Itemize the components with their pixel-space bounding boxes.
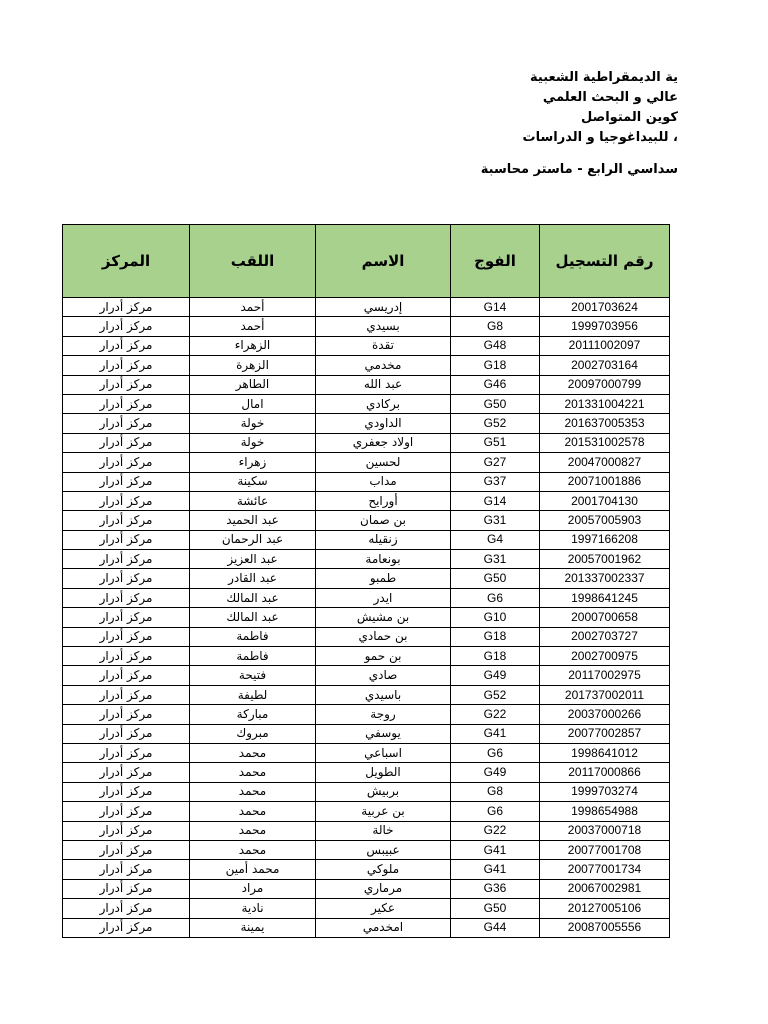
cell-center: مركز أدرار xyxy=(63,433,190,452)
cell-group: G6 xyxy=(451,802,540,821)
cell-registration: 1997166208 xyxy=(540,530,670,549)
cell-surname: محمد xyxy=(190,763,316,782)
cell-surname: عبد المالك xyxy=(190,608,316,627)
cell-center: مركز أدرار xyxy=(63,666,190,685)
cell-name: خالة xyxy=(316,821,451,840)
header-line-ministry: عالي و البحث العلمي xyxy=(542,90,678,105)
table-row xyxy=(63,743,670,762)
cell-surname: محمد xyxy=(190,802,316,821)
cell-center: مركز أدرار xyxy=(63,743,190,762)
cell-center: مركز أدرار xyxy=(63,317,190,336)
cell-surname: عبد القادر xyxy=(190,569,316,588)
cell-surname: مراد xyxy=(190,879,316,898)
cell-name: الداودي xyxy=(316,414,451,433)
cell-center: مركز أدرار xyxy=(63,821,190,840)
cell-name: الطويل xyxy=(316,763,451,782)
cell-group: G18 xyxy=(451,647,540,666)
table-header-row xyxy=(63,225,670,298)
table-row xyxy=(63,724,670,743)
cell-registration: 20127005106 xyxy=(540,899,670,918)
column-header-registration: رقم التسجيل xyxy=(540,225,670,298)
header-line-country: ية الديمقراطية الشعبية xyxy=(530,70,678,85)
cell-name: إدريسي xyxy=(316,298,451,317)
table-row xyxy=(63,627,670,646)
cell-name: تقدة xyxy=(316,336,451,355)
cell-name: بونعامة xyxy=(316,550,451,569)
cell-group: G6 xyxy=(451,743,540,762)
cell-group: G46 xyxy=(451,375,540,394)
cell-name: بن عربية xyxy=(316,802,451,821)
cell-registration: 1998641245 xyxy=(540,588,670,607)
cell-registration: 20077001708 xyxy=(540,840,670,859)
cell-center: مركز أدرار xyxy=(63,899,190,918)
cell-registration: 20117000866 xyxy=(540,763,670,782)
cell-name: مرماري xyxy=(316,879,451,898)
cell-center: مركز أدرار xyxy=(63,356,190,375)
cell-name: طمبو xyxy=(316,569,451,588)
table-row xyxy=(63,685,670,704)
cell-name: بن حمو xyxy=(316,647,451,666)
cell-registration: 2002703727 xyxy=(540,627,670,646)
cell-registration: 2001704130 xyxy=(540,491,670,510)
cell-registration: 1999703274 xyxy=(540,782,670,801)
cell-name: مخدمي xyxy=(316,356,451,375)
cell-group: G37 xyxy=(451,472,540,491)
cell-center: مركز أدرار xyxy=(63,705,190,724)
cell-surname: محمد أمين xyxy=(190,860,316,879)
cell-center: مركز أدرار xyxy=(63,879,190,898)
cell-surname: عبد الرحمان xyxy=(190,530,316,549)
column-header-group: الفوج xyxy=(451,225,540,298)
document-header xyxy=(258,68,678,180)
cell-surname: عبد العزيز xyxy=(190,550,316,569)
cell-group: G31 xyxy=(451,550,540,569)
cell-group: G4 xyxy=(451,530,540,549)
cell-group: G41 xyxy=(451,840,540,859)
table-row xyxy=(63,356,670,375)
cell-surname: فاطمة xyxy=(190,627,316,646)
cell-registration: 20057001962 xyxy=(540,550,670,569)
cell-group: G50 xyxy=(451,394,540,413)
cell-registration: 201331004221 xyxy=(540,394,670,413)
cell-center: مركز أدرار xyxy=(63,511,190,530)
cell-group: G52 xyxy=(451,414,540,433)
cell-registration: 20037000718 xyxy=(540,821,670,840)
table-row xyxy=(63,394,670,413)
cell-name: لحسين xyxy=(316,453,451,472)
cell-name: ملوكي xyxy=(316,860,451,879)
cell-center: مركز أدرار xyxy=(63,782,190,801)
cell-surname: عبد الحميد xyxy=(190,511,316,530)
table-row xyxy=(63,511,670,530)
cell-center: مركز أدرار xyxy=(63,453,190,472)
cell-registration: 201531002578 xyxy=(540,433,670,452)
cell-surname: زهراء xyxy=(190,453,316,472)
cell-center: مركز أدرار xyxy=(63,860,190,879)
table-row xyxy=(63,918,670,937)
cell-group: G18 xyxy=(451,356,540,375)
cell-surname: مباركة xyxy=(190,705,316,724)
cell-surname: نادية xyxy=(190,899,316,918)
table-row xyxy=(63,647,670,666)
cell-surname: سكينة xyxy=(190,472,316,491)
cell-group: G49 xyxy=(451,666,540,685)
cell-registration: 201637005353 xyxy=(540,414,670,433)
cell-surname: خولة xyxy=(190,433,316,452)
cell-name: روجة xyxy=(316,705,451,724)
cell-surname: الطاهر xyxy=(190,375,316,394)
cell-surname: خولة xyxy=(190,414,316,433)
cell-surname: الزهرة xyxy=(190,356,316,375)
cell-group: G52 xyxy=(451,685,540,704)
table-row xyxy=(63,879,670,898)
cell-name: عبيبس xyxy=(316,840,451,859)
cell-registration: 20047000827 xyxy=(540,453,670,472)
cell-group: G51 xyxy=(451,433,540,452)
cell-registration: 1999703956 xyxy=(540,317,670,336)
cell-group: G36 xyxy=(451,879,540,898)
cell-registration: 20097000799 xyxy=(540,375,670,394)
cell-registration: 20077001734 xyxy=(540,860,670,879)
cell-registration: 20117002975 xyxy=(540,666,670,685)
table-row xyxy=(63,821,670,840)
header-line-training: كوين المتواصل xyxy=(581,110,678,125)
cell-name: بن حمادي xyxy=(316,627,451,646)
cell-registration: 2000700658 xyxy=(540,608,670,627)
cell-center: مركز أدرار xyxy=(63,472,190,491)
cell-name: باسيدي xyxy=(316,685,451,704)
cell-center: مركز أدرار xyxy=(63,685,190,704)
cell-group: G50 xyxy=(451,569,540,588)
table-row xyxy=(63,472,670,491)
cell-registration: 201737002011 xyxy=(540,685,670,704)
cell-registration: 20057005903 xyxy=(540,511,670,530)
cell-registration: 2002700975 xyxy=(540,647,670,666)
cell-center: مركز أدرار xyxy=(63,918,190,937)
table-row xyxy=(63,840,670,859)
cell-name: بركادي xyxy=(316,394,451,413)
cell-group: G27 xyxy=(451,453,540,472)
cell-registration: 20071001886 xyxy=(540,472,670,491)
cell-center: مركز أدرار xyxy=(63,298,190,317)
students-table xyxy=(62,224,670,938)
cell-registration: 20067002981 xyxy=(540,879,670,898)
cell-group: G6 xyxy=(451,588,540,607)
cell-surname: عبد المالك xyxy=(190,588,316,607)
cell-surname: مبروك xyxy=(190,724,316,743)
cell-registration: 20037000266 xyxy=(540,705,670,724)
cell-group: G22 xyxy=(451,705,540,724)
cell-surname: محمد xyxy=(190,782,316,801)
cell-group: G49 xyxy=(451,763,540,782)
cell-group: G8 xyxy=(451,317,540,336)
cell-name: امخدمي xyxy=(316,918,451,937)
table-row xyxy=(63,899,670,918)
cell-group: G22 xyxy=(451,821,540,840)
cell-group: G48 xyxy=(451,336,540,355)
cell-name: بن صمان xyxy=(316,511,451,530)
table-row xyxy=(63,375,670,394)
header-line-semester: سداسي الرابع - ماستر محاسبة xyxy=(480,162,678,177)
cell-center: مركز أدرار xyxy=(63,647,190,666)
cell-registration: 2002703164 xyxy=(540,356,670,375)
table-row xyxy=(63,705,670,724)
cell-name: بربيش xyxy=(316,782,451,801)
cell-surname: فاطمة xyxy=(190,647,316,666)
cell-surname: محمد xyxy=(190,840,316,859)
cell-center: مركز أدرار xyxy=(63,627,190,646)
cell-registration: 20077002857 xyxy=(540,724,670,743)
table-row xyxy=(63,453,670,472)
column-header-name: الاسم xyxy=(316,225,451,298)
cell-center: مركز أدرار xyxy=(63,763,190,782)
cell-surname: محمد xyxy=(190,821,316,840)
cell-name: أورايح xyxy=(316,491,451,510)
cell-center: مركز أدرار xyxy=(63,724,190,743)
cell-center: مركز أدرار xyxy=(63,588,190,607)
cell-surname: أحمد xyxy=(190,298,316,317)
table-row xyxy=(63,860,670,879)
cell-center: مركز أدرار xyxy=(63,608,190,627)
cell-surname: أحمد xyxy=(190,317,316,336)
table-row xyxy=(63,414,670,433)
cell-center: مركز أدرار xyxy=(63,394,190,413)
table-row xyxy=(63,666,670,685)
cell-group: G50 xyxy=(451,899,540,918)
cell-center: مركز أدرار xyxy=(63,802,190,821)
table-row xyxy=(63,569,670,588)
cell-registration: 201337002337 xyxy=(540,569,670,588)
cell-group: G31 xyxy=(451,511,540,530)
cell-registration: 1998654988 xyxy=(540,802,670,821)
cell-center: مركز أدرار xyxy=(63,840,190,859)
cell-group: G44 xyxy=(451,918,540,937)
cell-center: مركز أدرار xyxy=(63,375,190,394)
cell-name: بن مشيش xyxy=(316,608,451,627)
cell-name: مداب xyxy=(316,472,451,491)
cell-center: مركز أدرار xyxy=(63,569,190,588)
table-body xyxy=(63,298,670,938)
cell-surname: فتيحة xyxy=(190,666,316,685)
cell-name: عكير xyxy=(316,899,451,918)
table-row xyxy=(63,763,670,782)
cell-name: اولاد جعفري xyxy=(316,433,451,452)
cell-group: G8 xyxy=(451,782,540,801)
cell-registration: 1998641012 xyxy=(540,743,670,762)
cell-surname: الزهراء xyxy=(190,336,316,355)
table-row xyxy=(63,588,670,607)
cell-center: مركز أدرار xyxy=(63,550,190,569)
cell-name: عبد الله xyxy=(316,375,451,394)
cell-name: صادي xyxy=(316,666,451,685)
table-row xyxy=(63,298,670,317)
table-row xyxy=(63,802,670,821)
cell-group: G10 xyxy=(451,608,540,627)
table-row xyxy=(63,608,670,627)
cell-group: G18 xyxy=(451,627,540,646)
cell-group: G14 xyxy=(451,491,540,510)
cell-group: G41 xyxy=(451,724,540,743)
cell-registration: 20087005556 xyxy=(540,918,670,937)
cell-registration: 2001703624 xyxy=(540,298,670,317)
column-header-center: المركز xyxy=(63,225,190,298)
cell-center: مركز أدرار xyxy=(63,414,190,433)
table-row xyxy=(63,336,670,355)
cell-surname: يمينة xyxy=(190,918,316,937)
cell-surname: محمد xyxy=(190,743,316,762)
header-line-department: ، للبيداغوجيا و الدراسات xyxy=(522,130,678,145)
cell-surname: لطيفة xyxy=(190,685,316,704)
cell-surname: عائشة xyxy=(190,491,316,510)
table-row xyxy=(63,317,670,336)
table-row xyxy=(63,550,670,569)
cell-center: مركز أدرار xyxy=(63,491,190,510)
cell-surname: امال xyxy=(190,394,316,413)
cell-group: G14 xyxy=(451,298,540,317)
column-header-surname: اللقب xyxy=(190,225,316,298)
cell-name: اسباعي xyxy=(316,743,451,762)
cell-name: زنقيله xyxy=(316,530,451,549)
table-row xyxy=(63,491,670,510)
cell-group: G41 xyxy=(451,860,540,879)
table-row xyxy=(63,530,670,549)
table-row xyxy=(63,433,670,452)
table-row xyxy=(63,782,670,801)
cell-registration: 20111002097 xyxy=(540,336,670,355)
cell-center: مركز أدرار xyxy=(63,530,190,549)
cell-name: ايدر xyxy=(316,588,451,607)
cell-center: مركز أدرار xyxy=(63,336,190,355)
cell-name: يوسفي xyxy=(316,724,451,743)
cell-name: بسيدي xyxy=(316,317,451,336)
